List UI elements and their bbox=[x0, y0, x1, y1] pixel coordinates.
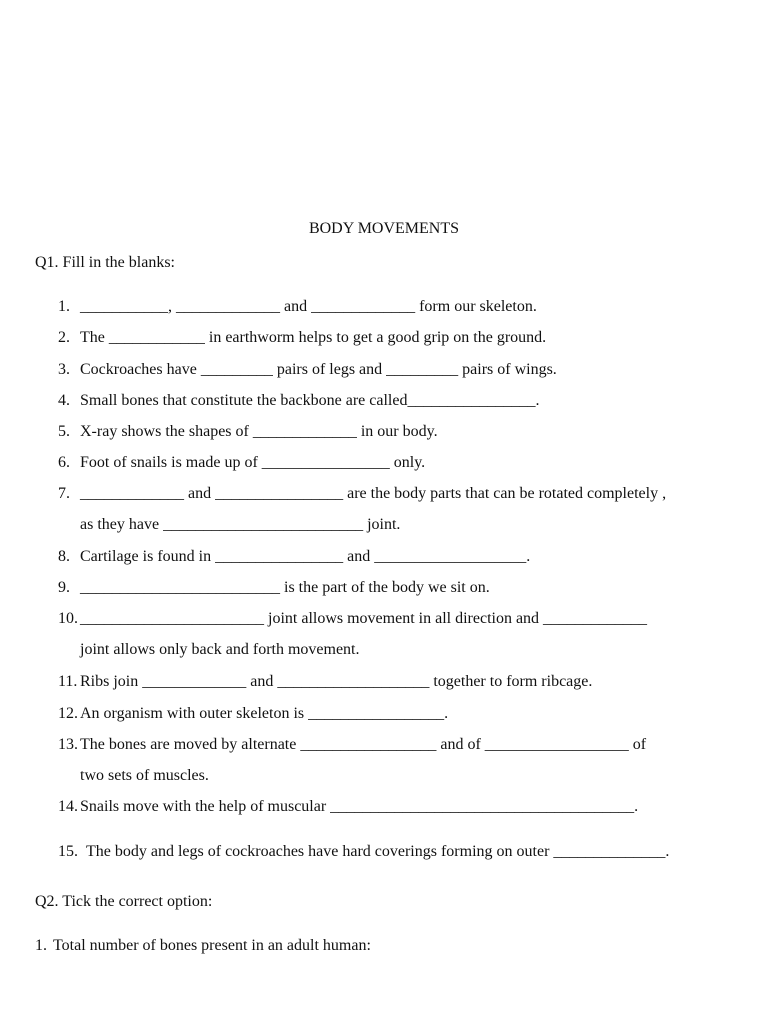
q1-item-7-text: _____________ and ________________ are the body parts that can be rotated completely , bbox=[80, 485, 667, 502]
q1-item-7-continuation: as they have _________________________ joint. bbox=[80, 516, 401, 533]
q1-item-10-text: _______________________ joint allows movement in all direction and _____________ bbox=[80, 610, 648, 627]
q1-item-6-text: Foot of snails is made up of ________________ only. bbox=[80, 454, 426, 471]
q1-item-4-text: Small bones that constitute the backbone are called________________. bbox=[80, 392, 540, 409]
q1-item-8-number: 8. bbox=[58, 548, 70, 565]
q1-item-10-continuation: joint allows only back and forth movement. bbox=[80, 641, 360, 658]
q1-item-6-number: 6. bbox=[58, 454, 70, 471]
q1-item-13-number: 13. bbox=[58, 736, 78, 753]
q1-item-11-text: Ribs join _____________ and ___________________ together to form ribcage. bbox=[80, 673, 593, 690]
q1-item-8-text: Cartilage is found in ________________ and ___________________. bbox=[80, 548, 531, 565]
page-title: BODY MOVEMENTS bbox=[308, 220, 460, 237]
q1-item-14-number: 14. bbox=[58, 798, 78, 815]
q1-item-3-number: 3. bbox=[58, 361, 70, 378]
q1-item-5-number: 5. bbox=[58, 423, 70, 440]
q2-item-1-text: Total number of bones present in an adult human: bbox=[53, 937, 371, 954]
q1-item-10-number: 10. bbox=[58, 610, 78, 627]
q1-item-5-text: X-ray shows the shapes of _____________ in our body. bbox=[80, 423, 438, 440]
q1-item-2-text: The ____________ in earthworm helps to get a good grip on the ground. bbox=[80, 329, 547, 346]
q2-heading: Q2. Tick the correct option: bbox=[35, 893, 213, 910]
q1-item-1-number: 1. bbox=[58, 298, 70, 315]
q2-item-1-number: 1. bbox=[35, 937, 47, 954]
q1-item-12-number: 12. bbox=[58, 705, 78, 722]
q1-item-9-text: _________________________ is the part of the body we sit on. bbox=[80, 579, 490, 596]
q1-item-13-continuation: two sets of muscles. bbox=[80, 767, 209, 784]
q1-item-15-text: The body and legs of cockroaches have hard coverings forming on outer ______________. bbox=[86, 843, 670, 860]
q1-item-12-text: An organism with outer skeleton is _________________. bbox=[80, 705, 449, 722]
q1-item-9-number: 9. bbox=[58, 579, 70, 596]
q1-item-7-number: 7. bbox=[58, 485, 70, 502]
q1-item-1-text: ___________, _____________ and _____________ form our skeleton. bbox=[80, 298, 537, 315]
q1-item-15-number: 15. bbox=[58, 843, 78, 860]
q1-heading: Q1. Fill in the blanks: bbox=[35, 254, 175, 271]
q1-item-2-number: 2. bbox=[58, 329, 70, 346]
q1-item-3-text: Cockroaches have _________ pairs of legs and _________ pairs of wings. bbox=[80, 361, 557, 378]
q1-item-14-text: Snails move with the help of muscular ______________________________________. bbox=[80, 798, 639, 815]
q1-item-4-number: 4. bbox=[58, 392, 70, 409]
q1-item-11-number: 11. bbox=[58, 673, 78, 690]
q1-item-13-text: The bones are moved by alternate _________________ and of __________________ of bbox=[80, 736, 647, 753]
